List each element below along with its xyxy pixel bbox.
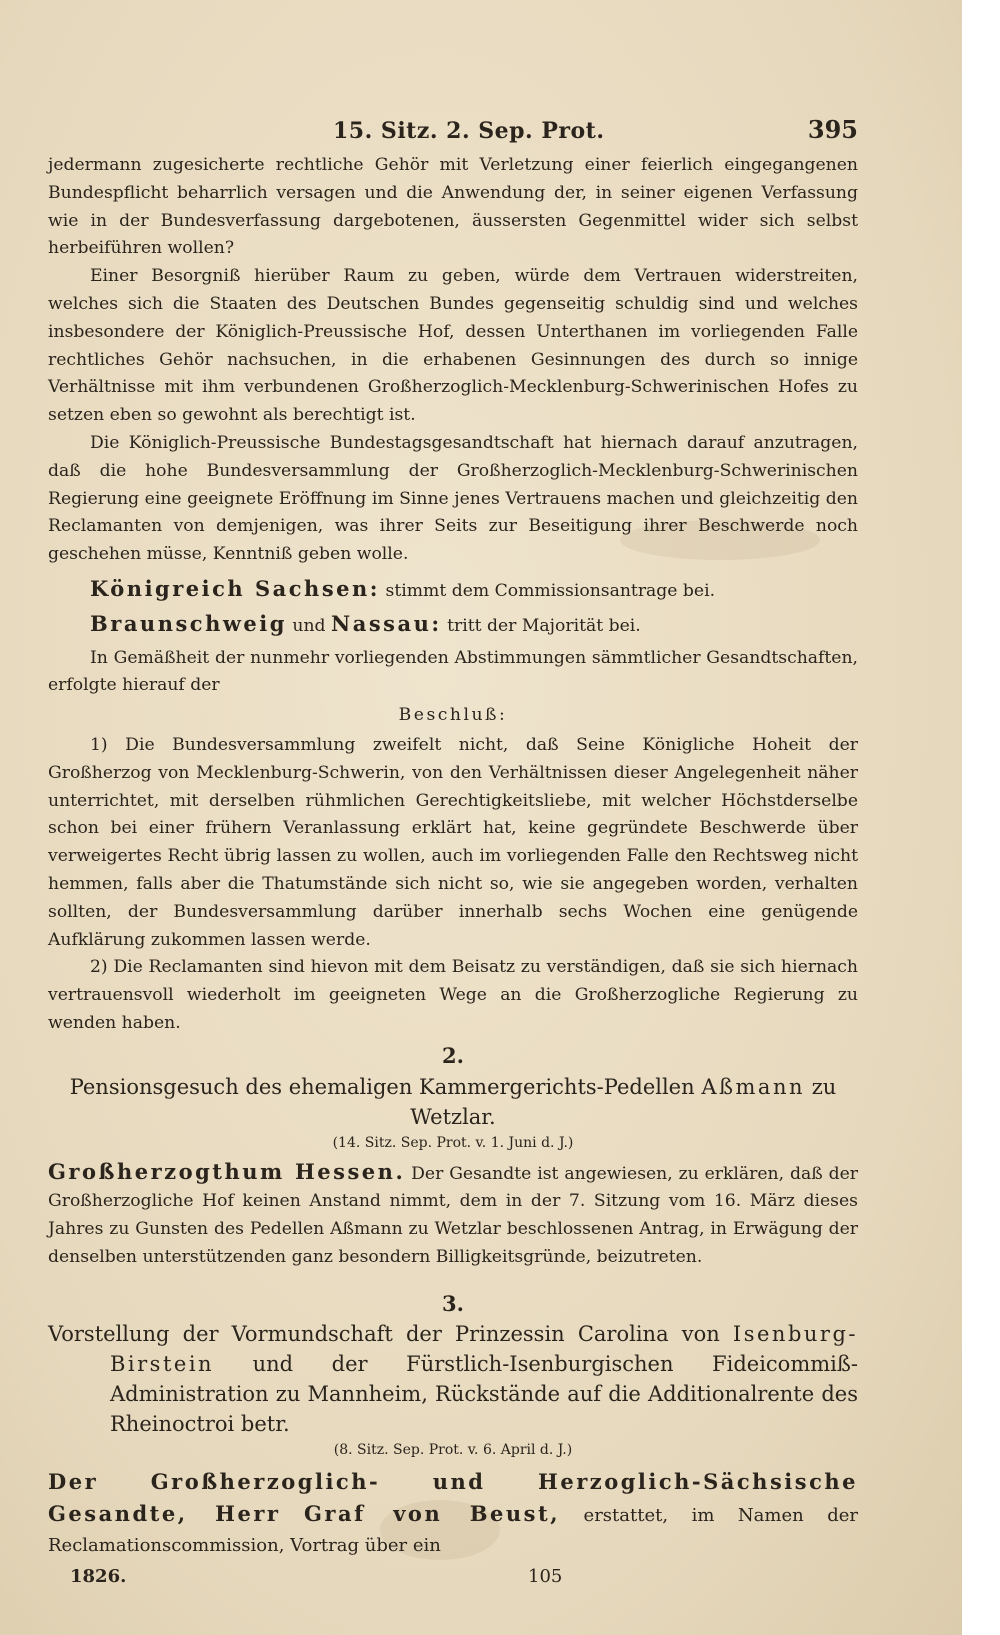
vote-text: Der Gesandte ist angewiesen, zu erklären, daß der Großherzogliche Hof keinen Anstand nimmt, dem in der 7. Sitzung vom 16. März dieses Jahres zu Gunsten des Pedellen Aßmann zu Wetzlar beschlossenen Antrag, in Erwägung der denselben unterstützenden ganz besondern Billigkeitsgründe, beizutreten.	[48, 1163, 858, 1267]
page-footer	[48, 1563, 858, 1591]
section-title-text: und der Fürstlich-Isenburgischen Fideicommiß-Administration zu Mannheim, Rückstände auf die Additionalrente des Rheinoctroi betr.	[110, 1352, 858, 1437]
section-number: 3.	[442, 1290, 464, 1316]
section-number: 2.	[442, 1042, 464, 1068]
vote-text: stimmt dem Commissionsantrage bei.	[385, 580, 716, 601]
resolution: 1) Die Bundesversammlung zweifelt nicht, daß Seine Königliche Hoheit der Großherzog von Mecklenburg-Schwerin, von den Verhältnissen dieser Angelegenheit näher unterrichtet, mit derselben rühmlichen Gerechtigkeitsliebe, mit welcher Höchstderselbe schon bei einer frühern Veranlassung erklärt hat, keine gegründete Beschwerde über verweigertes Recht übrig lassen zu wollen, auch im vorliegenden Falle den Rechtsweg nicht hemmen, falls aber die Thatumstände sich nicht so, wie sie angegeben worden, verhalten sollten, der Bundesversammlung darüber innerhalb sechs Wochen eine genügende Aufklärung zukommen lassen werde.	[48, 734, 858, 950]
paragraph: Einer Besorgniß hierüber Raum zu geben, würde dem Vertrauen widerstreiten, welches sich die Staaten des Deutschen Bundes gegenseitig schuldig sind und welches insbesondere der Königlich-Preussische Hof, dessen Unterthanen im vorliegenden Falle rechtliches Gehör nachsuchen, in die erhabenen Gesinnungen des durch so innige Verhältnisse mit ihm verbundenen Großherzoglich-Mecklenburg-Schwerinischen Hofes zu setzen eben so gewohnt als berechtigt ist.	[48, 266, 858, 426]
vote-text: tritt der Majorität bei.	[447, 615, 641, 636]
vote-conjunction: und	[292, 615, 326, 636]
section-body	[48, 1158, 858, 1272]
vote-state: Nassau:	[331, 610, 442, 636]
footer-year: 1826.	[70, 1566, 127, 1588]
vote-state: Braunschweig	[90, 610, 287, 636]
speaker: Der Großherzoglich- und Herzoglich-Sächsische Gesandte, Herr	[48, 1469, 858, 1527]
beschluss-heading: Beschluß:	[398, 705, 508, 726]
section-text: erstattet, im Namen der Reclamationscommission, Vortrag über ein	[48, 1505, 858, 1557]
speaker-name: Graf von Beust,	[304, 1501, 561, 1527]
resolution: 2) Die Reclamanten sind hievon mit dem Beisatz zu verständigen, daß sie sich hiernach vertrauensvoll wiederholt im geeigneten Wege an die Großherzogliche Regierung zu wenden haben.	[48, 957, 858, 1033]
paragraph-continuation: jedermann zugesicherte rechtliche Gehör mit Verletzung einer feierlich eingegangenen Bundespflicht beharrlich versagen und die Anwendung der, in seiner eigenen Verfassung wie in der Bundesverfassung dargebotenen, äussersten Gegenmittel wider sich selbst herbeiführen wollen?	[48, 155, 858, 259]
section-title-name: Isenburg-Birstein	[110, 1322, 858, 1377]
vote-state: Königreich Sachsen:	[90, 575, 381, 601]
section-title-text: Vorstellung der Vormundschaft der Prinzessin Carolina von	[48, 1322, 720, 1347]
section-body	[48, 1467, 858, 1561]
section-citation: (14. Sitz. Sep. Prot. v. 1. Juni d. J.)	[332, 1134, 574, 1151]
section-title-name: Aßmann	[701, 1074, 806, 1099]
running-title: 15. Sitz. 2. Sep. Prot.	[333, 118, 605, 144]
page-header	[48, 115, 858, 152]
conclusion-intro: In Gemäßheit der nunmehr vorliegenden Abstimmungen sämmtlicher Gesandtschaften, erfolgte hierauf der	[48, 647, 858, 696]
vote-line	[48, 610, 858, 641]
section-title	[48, 1072, 858, 1132]
section-title-text: Pensionsgesuch des ehemaligen Kammergerichts-Pedellen	[69, 1074, 695, 1099]
paragraph: Die Königlich-Preussische Bundestagsgesandtschaft hat hiernach darauf anzutragen, daß die hohe Bundesversammlung der Großherzoglich-Mecklenburg-Schwerinischen Regierung eine geeignete Eröffnung im Sinne jenes Vertrauens machen und gleichzeitig den Reclamanten von demjenigen, was ihrer Seits zur Beseitigung ihrer Beschwerde noch geschehen müsse, Kenntniß geben wolle.	[48, 432, 858, 565]
page-number: 395	[807, 115, 858, 144]
text-column	[48, 115, 858, 1591]
vote-state: Großherzogthum Hessen.	[48, 1158, 406, 1184]
section-title	[48, 1319, 858, 1439]
section-title-text: zu Wetzlar.	[410, 1074, 837, 1129]
vote-line	[48, 575, 858, 606]
section-citation: (8. Sitz. Sep. Prot. v. 6. April d. J.)	[333, 1442, 573, 1459]
footer-signature: 105	[528, 1566, 563, 1588]
